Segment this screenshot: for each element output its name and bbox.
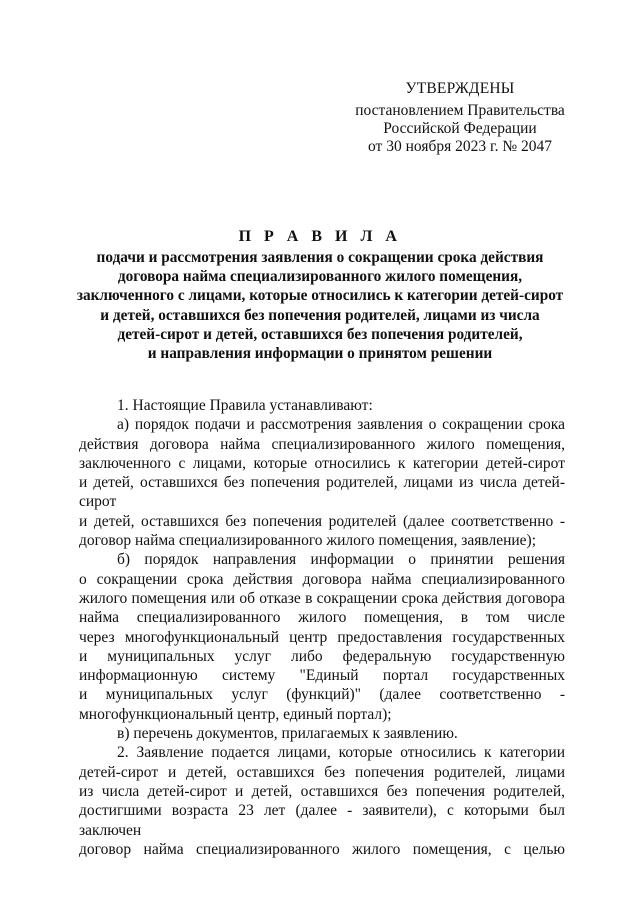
approval-line: Российской Федерации	[383, 120, 537, 137]
paragraph-1a	[79, 415, 565, 550]
approval-date: от 30 ноября 2023 г. № 2047	[368, 138, 552, 155]
approval-block	[340, 80, 580, 156]
text-line: и детей, оставшихся без попечения родителей (далее соответственно -	[79, 512, 565, 530]
approval-heading: УТВЕРЖДЕНЫ	[405, 80, 515, 97]
text-line: а) порядок подачи и рассмотрения заявления о сокращении срока	[117, 416, 565, 434]
text-line: и муниципальных услуг либо федеральную государственную	[79, 647, 565, 665]
subtitle-line: заключенного с лицами, которые относились к категории детей-сирот	[76, 287, 564, 305]
document-subtitle	[70, 248, 570, 363]
text-line: б) порядок направления информации о принятии решения	[117, 551, 565, 569]
text-line: и детей, оставшихся без попечения родителей, лицами из числа детей-сирот	[79, 474, 565, 511]
text-line: действия договора найма специализированного жилого помещения,	[79, 435, 565, 453]
text-line: достигшими возраста 23 лет (далее - заявители), с которыми был заключен	[79, 802, 565, 839]
subtitle-line: подачи и рассмотрения заявления о сокращении срока действия	[96, 249, 544, 266]
subtitle-line: договора найма специализированного жилого помещения,	[117, 268, 523, 286]
text-line: через многофункциональный центр предоставления государственных	[79, 628, 565, 646]
text-line: информационную систему "Единый портал государственных	[79, 667, 565, 685]
text-line: договор найма специализированного жилого помещения, с целью	[79, 840, 565, 858]
paragraph-1b	[79, 550, 565, 724]
paragraph-2	[79, 743, 565, 859]
text-line: найма специализированного жилого помещения, в том числе	[79, 609, 565, 627]
subtitle-line: и детей, оставшихся без попечения родителей, лицами из числа	[100, 306, 540, 324]
text-line: из числа детей-сирот и детей, оставшихся без попечения родителей,	[79, 782, 565, 800]
document-title: П Р А В И Л А	[238, 228, 402, 245]
text-line: заключенного с лицами, которые относились к категории детей-сирот	[79, 454, 565, 472]
text-line: и муниципальных услуг (функций)" (далее соответственно -	[79, 686, 565, 704]
text-line: жилого помещения или об отказе в сокращении срока действия договора	[79, 589, 565, 607]
subtitle-line: детей-сирот и детей, оставшихся без попечения родителей,	[117, 325, 523, 343]
paragraph-1v: в) перечень документов, прилагаемых к заявлению.	[117, 725, 458, 743]
document-body	[79, 396, 565, 859]
text-line: многофункциональный центр, единый портал);	[79, 705, 392, 723]
text-line: детей-сирот и детей, оставшихся без попечения родителей, лицами	[79, 763, 565, 781]
approval-line: постановлением Правительства	[355, 102, 565, 119]
paragraph-1: 1. Настоящие Правила устанавливают:	[117, 397, 373, 414]
text-line: договор найма специализированного жилого помещения, заявление);	[79, 532, 537, 550]
text-line: о сокращении срока действия договора найма специализированного	[79, 570, 565, 588]
subtitle-line: и направления информации о принятом решении	[147, 345, 493, 363]
text-line: 2. Заявление подается лицами, которые относились к категории	[117, 744, 565, 762]
